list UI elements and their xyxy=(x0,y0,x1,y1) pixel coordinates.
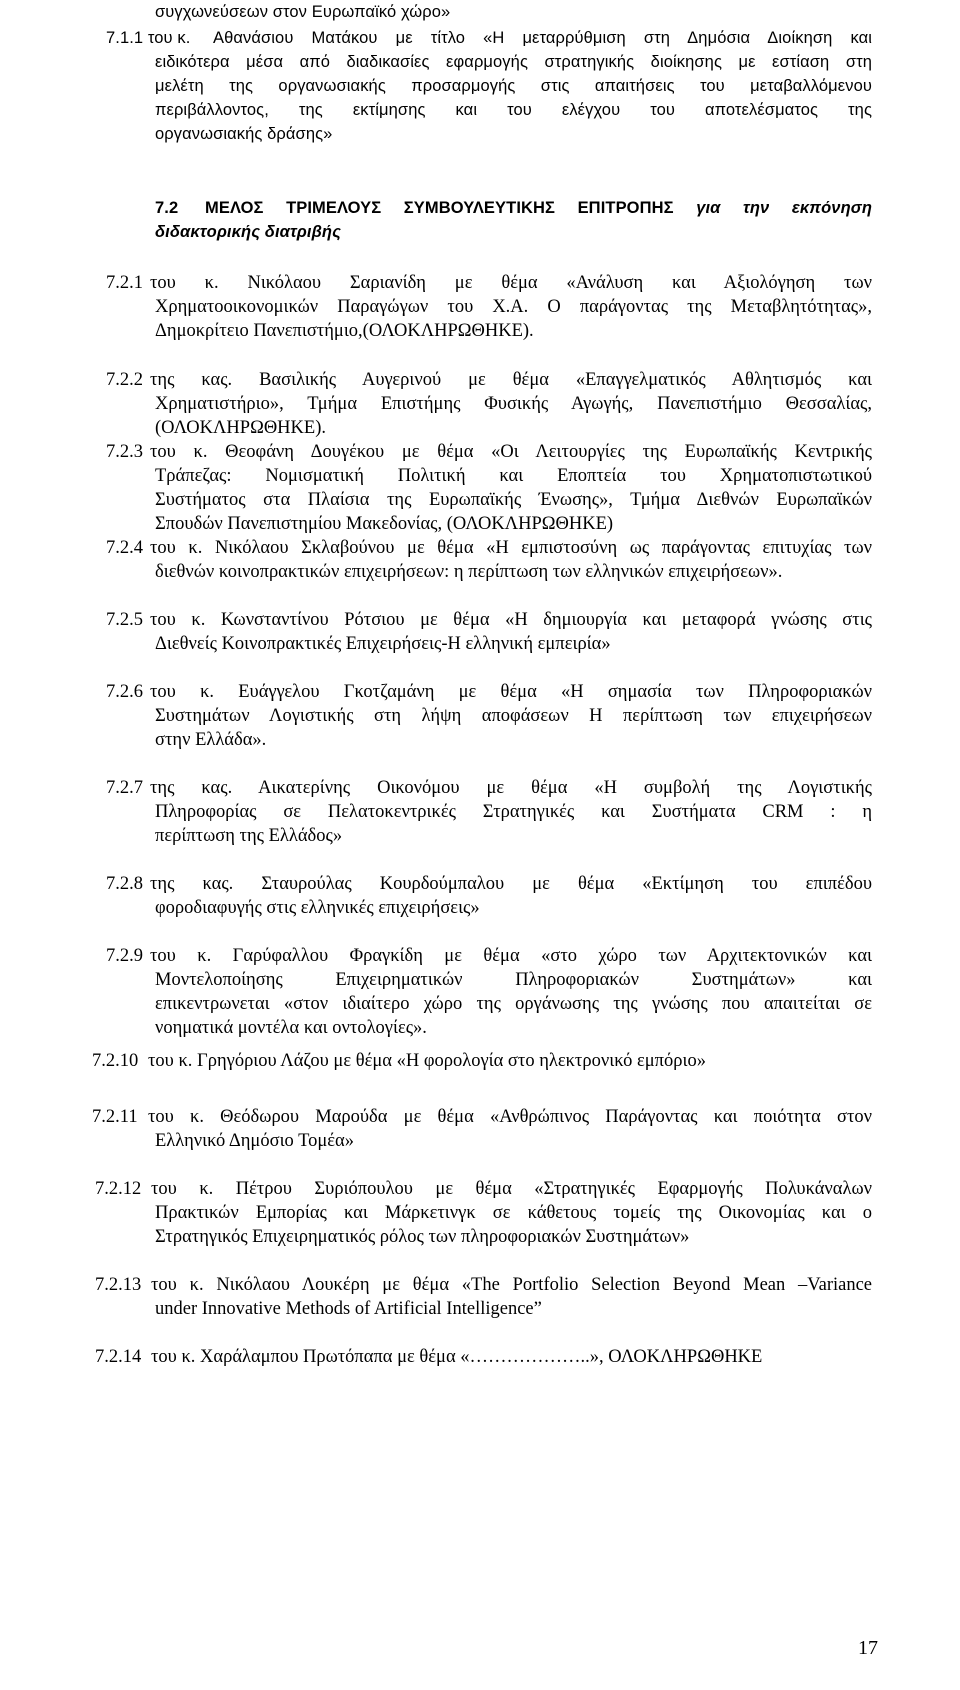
intro-line-3: μελέτη της οργανωσιακής προσαρμογής στις απαιτήσεις του μεταβαλλόμενου xyxy=(155,77,872,95)
section-heading-italic-2: διδακτορικής διατριβής xyxy=(155,223,341,241)
item-line: Διεθνείς Κοινοπρακτικές Επιχειρήσεις-Η ελληνική εμπειρία» xyxy=(155,634,611,654)
item-line: διεθνών κοινοπρακτικών επιχειρήσεων: η περίπτωση των ελληνικών επιχειρήσεων». xyxy=(155,562,783,582)
item-line: (ΟΛΟΚΛΗΡΩΘΗΚΕ). xyxy=(155,418,326,438)
item-line: Συστημάτων Λογιστικής στη λήψη αποφάσεων Η περίπτωση των επιχειρήσεων xyxy=(155,706,872,726)
section-number: 7.2 xyxy=(155,199,179,217)
item-line: του κ. Χαράλαμπου Πρωτόπαπα με θέμα «………………..», ΟΛΟΚΛΗΡΩΘΗΚΕ xyxy=(151,1347,763,1367)
item-line: του κ. Θεοφάνη Δουγέκου με θέμα «Οι Λειτουργίες της Ευρωπαϊκής Κεντρικής xyxy=(150,442,872,462)
item-line: Ελληνικό Δημόσιο Τομέα» xyxy=(155,1131,355,1151)
section-heading-italic-1: για την εκπόνηση xyxy=(696,199,872,217)
item-line: στην Ελλάδα». xyxy=(155,730,267,750)
intro-line-5: οργανωσιακής δράσης» xyxy=(155,125,333,143)
item-line: Τράπεζας: Νομισματική Πολιτική και Εποπτεία του Χρηματοπιστωτικού xyxy=(155,466,872,486)
item-number: 7.2.3 xyxy=(106,442,143,462)
item-line: επικεντρωνεται «στον ιδιαίτερο χώρο της οργάνωσης της γνώσης που απαιτείται σε xyxy=(155,994,872,1014)
item-number: 7.2.10 xyxy=(92,1051,139,1071)
section-heading-bold: ΜΕΛΟΣ ΤΡΙΜΕΛΟΥΣ ΣΥΜΒΟΥΛΕΥΤΙΚΗΣ ΕΠΙΤΡΟΠΗΣ xyxy=(205,199,674,217)
item-line: του κ. Γαρύφαλλου Φραγκίδη με θέμα «στο χώρο των Αρχιτεκτονικών και xyxy=(150,946,872,966)
page-number: 17 xyxy=(858,1637,878,1659)
item-line: του κ. Θεόδωρου Μαρούδα με θέμα «Ανθρώπινος Παράγοντας και ποιότητα στον xyxy=(148,1107,872,1127)
item-line: του κ. Νικόλαου Σκλαβούνου με θέμα «Η εμπιστοσύνη ως παράγοντας επιτυχίας των xyxy=(150,538,872,558)
item-number: 7.2.11 xyxy=(92,1107,138,1127)
item-line: του κ. Γρηγόριου Λάζου με θέμα «Η φορολογία στο ηλεκτρονικό εμπόριο» xyxy=(148,1051,706,1071)
item-number: 7.2.14 xyxy=(95,1347,142,1367)
item-line: του κ. Πέτρου Συριόπουλου με θέμα «Στρατηγικές Εφαρμογής Πολυκάναλων xyxy=(151,1179,872,1199)
item-line: Πρακτικών Εμπορίας και Μάρκετινγκ σε κάθετους τομείς της Οικονομίας και ο xyxy=(155,1203,872,1223)
item-line: under Innovative Methods of Artificial Intelligence” xyxy=(155,1299,542,1319)
item-line: της κας. Αικατερίνης Οικονόμου με θέμα «Η συμβολή της Λογιστικής xyxy=(150,778,872,798)
item-line: Χρηματιστήριο», Τμήμα Επιστήμης Φυσικής Αγωγής, Πανεπιστήμιο Θεσσαλίας, xyxy=(155,394,872,414)
item-line: της κας. Σταυρούλας Κουρδούμπαλου με θέμα «Εκτίμηση του επιπέδου xyxy=(150,874,872,894)
item-line: του κ. Κωνσταντίνου Ρότσιου με θέμα «Η δημιουργία και μεταφορά γνώσης στις xyxy=(150,610,872,630)
intro-item-number: 7.1.1 του κ. xyxy=(106,29,191,47)
intro-line-0: συγχωνεύσεων στον Ευρωπαϊκό χώρο» xyxy=(155,3,451,21)
item-number: 7.2.13 xyxy=(95,1275,142,1295)
item-line: νοηματικά μοντέλα και οντολογίες». xyxy=(155,1018,427,1038)
item-number: 7.2.1 xyxy=(106,273,143,293)
item-number: 7.2.7 xyxy=(106,778,143,798)
item-line: Δημοκρίτειο Πανεπιστήμιο,(ΟΛΟΚΛΗΡΩΘΗΚΕ). xyxy=(155,321,534,341)
item-number: 7.2.2 xyxy=(106,370,143,390)
item-line: του κ. Ευάγγελου Γκοτζαμάνη με θέμα «Η σημασία των Πληροφοριακών xyxy=(150,682,872,702)
intro-line-2: ειδικότερα μέσα από διαδικασίες εφαρμογής στρατηγικής διοίκησης με εστίαση στη xyxy=(155,53,872,71)
item-line: Συστήματος στα Πλαίσια της Ευρωπαϊκής Ένωσης», Τμήμα Διεθνών Ευρωπαϊκών xyxy=(155,490,872,510)
item-line: Σπουδών Πανεπιστημίου Μακεδονίας, (ΟΛΟΚΛΗΡΩΘΗΚΕ) xyxy=(155,514,614,534)
item-number: 7.2.8 xyxy=(106,874,143,894)
item-line: Πληροφορίας σε Πελατοκεντρικές Στρατηγικές και Συστήματα CRM : η xyxy=(155,802,872,822)
item-line: του κ. Νικόλαου Λουκέρη με θέμα «The Portfolio Selection Beyond Mean –Variance xyxy=(151,1275,872,1295)
section-heading-line-1 xyxy=(205,196,872,220)
item-line: της κας. Βασιλικής Αυγερινού με θέμα «Επαγγελματικός Αθλητισμός και xyxy=(150,370,872,390)
item-number: 7.2.12 xyxy=(95,1179,142,1199)
item-line: Χρηματοοικονομικών Παραγώγων του Χ.Α. Ο παράγοντας της Μεταβλητότητας», xyxy=(155,297,872,317)
item-line: Μοντελοποίησης Επιχειρηματικών Πληροφοριακών Συστημάτων» και xyxy=(155,970,872,990)
item-number: 7.2.5 xyxy=(106,610,143,630)
item-line: περίπτωση της Ελλάδος» xyxy=(155,826,343,846)
item-line: Στρατηγικός Επιχειρηματικός ρόλος των πληροφοριακών Συστημάτων» xyxy=(155,1227,690,1247)
intro-line-1: Αθανάσιου Ματάκου με τίτλο «Η μεταρρύθμιση στη Δημόσια Διοίκηση και xyxy=(213,29,872,47)
item-number: 7.2.4 xyxy=(106,538,143,558)
item-number: 7.2.9 xyxy=(106,946,143,966)
item-line: φοροδιαφυγής στις ελληνικές επιχειρήσεις» xyxy=(155,898,480,918)
item-number: 7.2.6 xyxy=(106,682,143,702)
intro-line-4: περιβάλλοντος, της εκτίμησης και του ελέγχου του αποτελέσματος της xyxy=(155,101,872,119)
item-line: του κ. Νικόλαου Σαριανίδη με θέμα «Ανάλυση και Αξιολόγηση των xyxy=(150,273,872,293)
